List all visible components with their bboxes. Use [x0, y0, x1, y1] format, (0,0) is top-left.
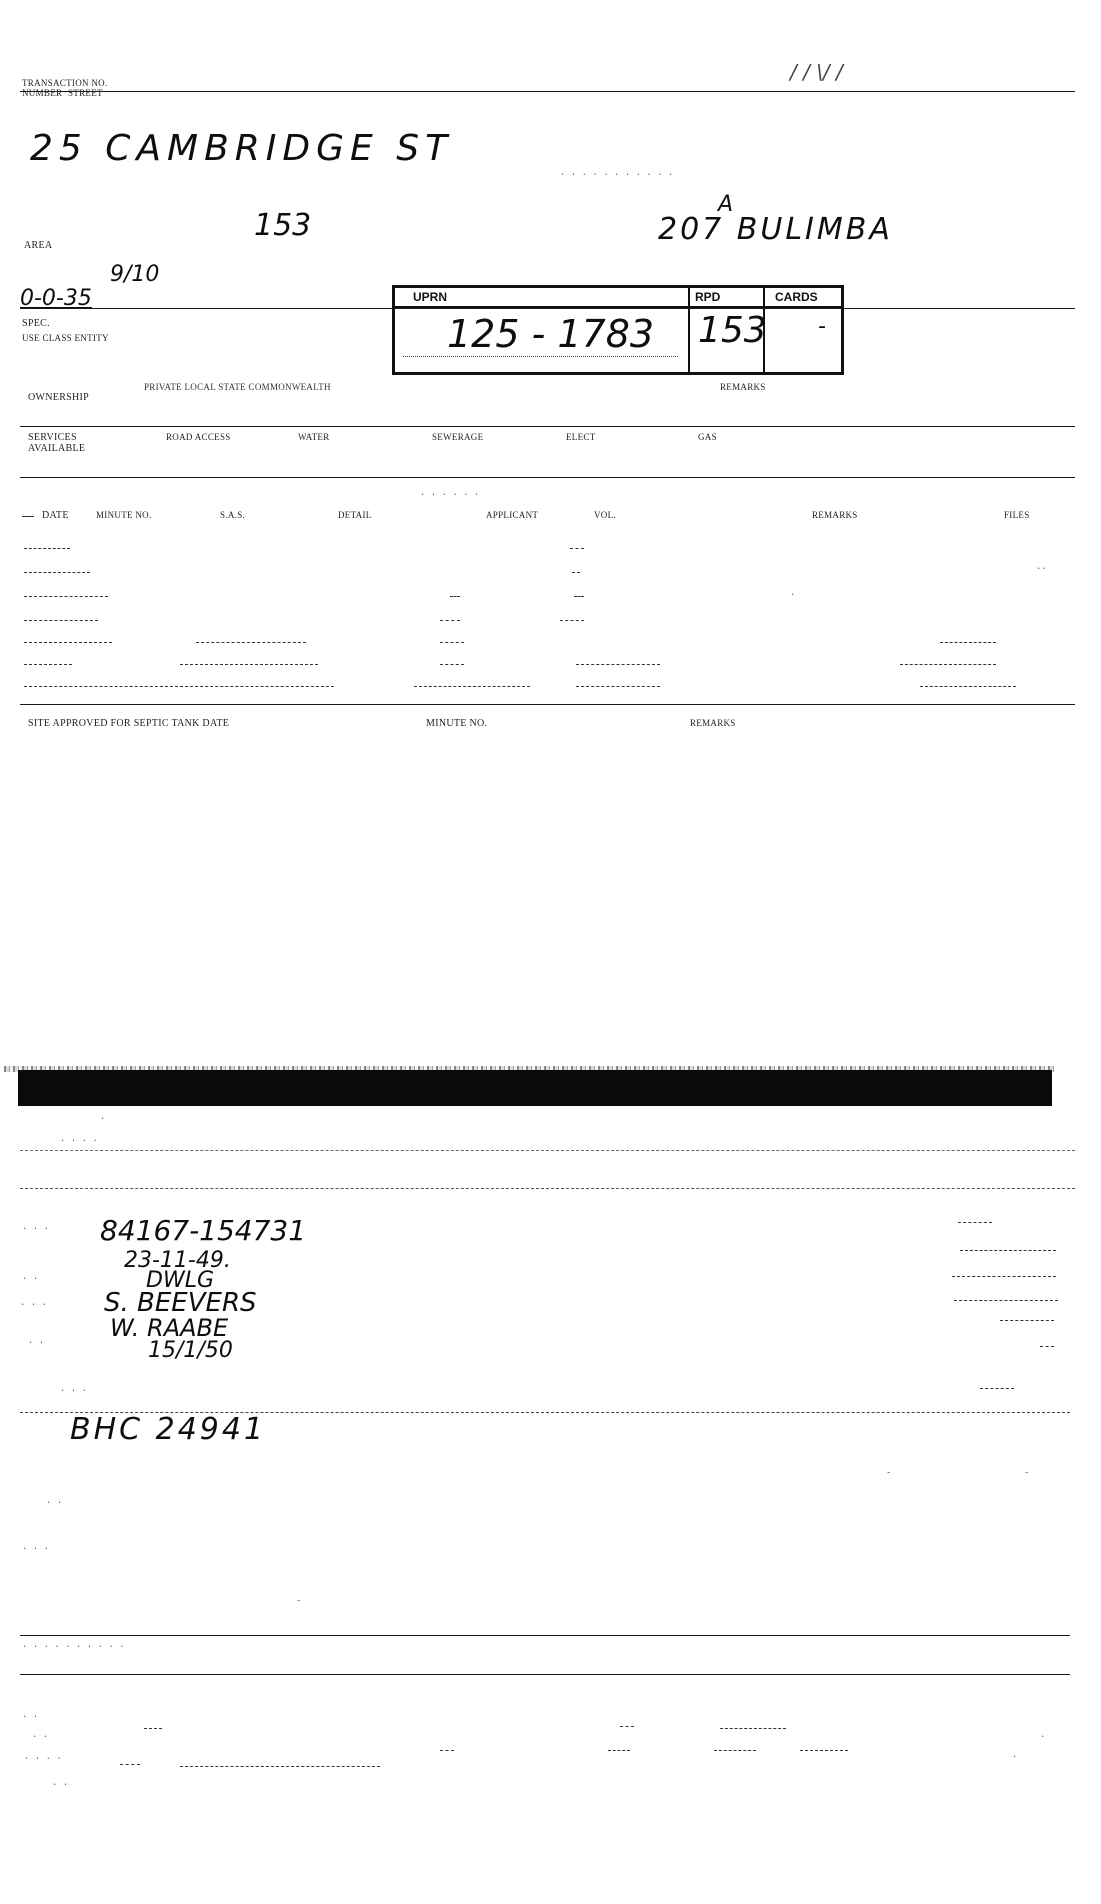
area-fraction: 9/10 — [110, 262, 160, 287]
scan-noise: . . . . . . — [420, 488, 480, 498]
uprn-box — [392, 285, 844, 375]
table-row — [576, 664, 660, 665]
street-label: STREET — [68, 88, 103, 98]
minute-no-label: MINUTE NO. — [426, 718, 488, 729]
remarks-label: REMARKS — [720, 382, 766, 392]
transaction-number-label: TRANSACTION NO. — [22, 78, 108, 88]
location-superscript: A — [718, 192, 734, 217]
ownership-rule — [20, 426, 1075, 427]
scan-noise: . — [1040, 1730, 1046, 1740]
table-header-detail: DETAIL — [338, 510, 372, 520]
scan-noise: . — [100, 1112, 106, 1122]
rpd-header: RPD — [695, 290, 721, 304]
faint-rule — [958, 1222, 992, 1223]
scan-noise: . — [790, 588, 796, 598]
lower-rule-2 — [20, 1674, 1070, 1675]
cards-value: - — [818, 314, 826, 339]
scan-noise: . . — [28, 1336, 45, 1346]
table-row — [450, 596, 460, 597]
faint-rule — [954, 1300, 1058, 1301]
area-label: AREA — [24, 240, 53, 251]
table-row — [180, 664, 318, 665]
service-road-access: ROAD ACCESS — [166, 432, 231, 442]
table-row — [24, 572, 90, 573]
uprn-header: UPRN — [413, 290, 448, 304]
service-elect: ELECT — [566, 432, 596, 442]
septic-label: SITE APPROVED FOR SEPTIC TANK DATE — [28, 718, 230, 729]
table-row — [576, 686, 660, 687]
table-row — [24, 620, 98, 621]
table-header-remarks: REMARKS — [812, 510, 858, 520]
service-sewerage: SEWERAGE — [432, 432, 484, 442]
use-class-label: USE CLASS ENTITY — [22, 333, 109, 343]
table-row — [414, 686, 530, 687]
faint-rule — [608, 1750, 630, 1751]
remarks-footer-label: REMARKS — [690, 718, 736, 728]
building-type: DWLG — [146, 1268, 214, 1293]
scan-noise: - — [1024, 1468, 1030, 1478]
header-rule — [20, 91, 1075, 92]
faint-rule — [720, 1728, 786, 1729]
faint-rule — [20, 1150, 1075, 1151]
table-header-sas: S.A.S. — [220, 510, 246, 520]
scan-noise: . . . . . . . . . . — [22, 1640, 125, 1650]
street-address: 25 CAMBRIDGE ST — [30, 128, 454, 169]
table-row — [900, 664, 996, 665]
scan-noise: - — [296, 1596, 302, 1606]
faint-rule — [620, 1726, 634, 1727]
location: 207 BULIMBA — [658, 212, 893, 247]
faint-rule — [180, 1766, 380, 1767]
builder-name: W. RAABE — [110, 1314, 229, 1342]
scan-noise: .. — [1036, 562, 1047, 572]
table-header-files: FILES — [1004, 510, 1030, 520]
scan-noise: . . — [52, 1778, 69, 1788]
table-row — [24, 664, 72, 665]
table-bottom-rule — [20, 704, 1075, 705]
faint-rule — [960, 1250, 1056, 1251]
scan-noise: . . — [22, 1710, 39, 1720]
scan-noise: . . . — [20, 1298, 48, 1308]
service-water: WATER — [298, 432, 330, 442]
table-row — [24, 596, 108, 597]
faint-rule — [714, 1750, 756, 1751]
owner-name: S. BEEVERS — [104, 1288, 257, 1318]
table-row — [24, 548, 70, 549]
scan-noise: . . . . — [24, 1752, 62, 1762]
faint-rule — [20, 1188, 1075, 1189]
scan-noise: . . . — [22, 1222, 50, 1232]
table-row — [440, 620, 460, 621]
scan-noise: . — [1012, 1750, 1018, 1760]
reference-number: 84167-154731 — [100, 1214, 307, 1247]
ownership-label: OWNERSHIP — [28, 392, 90, 403]
uprn-value: 125 - 1783 — [447, 312, 655, 356]
table-row — [196, 642, 306, 643]
scan-noise: . . . . . . . . . . . — [560, 168, 674, 178]
table-row — [440, 664, 464, 665]
table-row — [920, 686, 1016, 687]
scan-noise: . . — [32, 1730, 49, 1740]
scan-noise: . . — [46, 1496, 63, 1506]
table-row — [940, 642, 996, 643]
table-header-vol: VOL. — [594, 510, 616, 520]
faint-rule — [800, 1750, 848, 1751]
services-rule — [20, 477, 1075, 478]
scan-noise: - — [886, 1468, 892, 1478]
table-row — [570, 548, 584, 549]
table-header-applicant: APPLICANT — [486, 510, 539, 520]
faint-rule — [952, 1276, 1056, 1277]
scan-noise: . . — [22, 1272, 39, 1282]
scan-noise: . . . . — [60, 1134, 98, 1144]
table-row — [24, 642, 112, 643]
approval-date: 15/1/50 — [148, 1338, 233, 1363]
faint-rule — [144, 1728, 162, 1729]
application-date: 23-11-49. — [124, 1248, 231, 1273]
rpd-value: 153 — [698, 310, 767, 351]
service-gas: GAS — [698, 432, 717, 442]
services-label: SERVICES AVAILABLE — [28, 432, 86, 454]
scan-noise: . . . — [60, 1384, 88, 1394]
table-header-date: DATE — [42, 510, 69, 521]
bhc-reference: BHC 24941 — [70, 1412, 267, 1447]
table-header-minute-no: MINUTE NO. — [96, 510, 152, 520]
faint-rule — [440, 1750, 454, 1751]
cards-header: CARDS — [775, 290, 818, 304]
table-row — [24, 686, 334, 687]
table-row — [560, 620, 584, 621]
faint-rule — [1040, 1346, 1054, 1347]
table-row — [440, 642, 464, 643]
black-band — [18, 1070, 1052, 1106]
faint-rule — [980, 1388, 1014, 1389]
header-scribble: / / \/ / — [790, 60, 843, 84]
scan-noise: . . . — [22, 1542, 50, 1552]
area-number: 153 — [254, 208, 312, 243]
ownership-options: PRIVATE LOCAL STATE COMMONWEALTH — [144, 382, 331, 392]
faint-rule — [1000, 1320, 1054, 1321]
number-label: NUMBER — [22, 88, 63, 98]
faint-rule — [120, 1764, 140, 1765]
table-row — [572, 572, 580, 573]
lower-rule-1 — [20, 1635, 1070, 1636]
spec-label: SPEC. — [22, 318, 50, 329]
area-value: 0-0-35 — [20, 286, 92, 311]
table-row — [574, 596, 584, 597]
